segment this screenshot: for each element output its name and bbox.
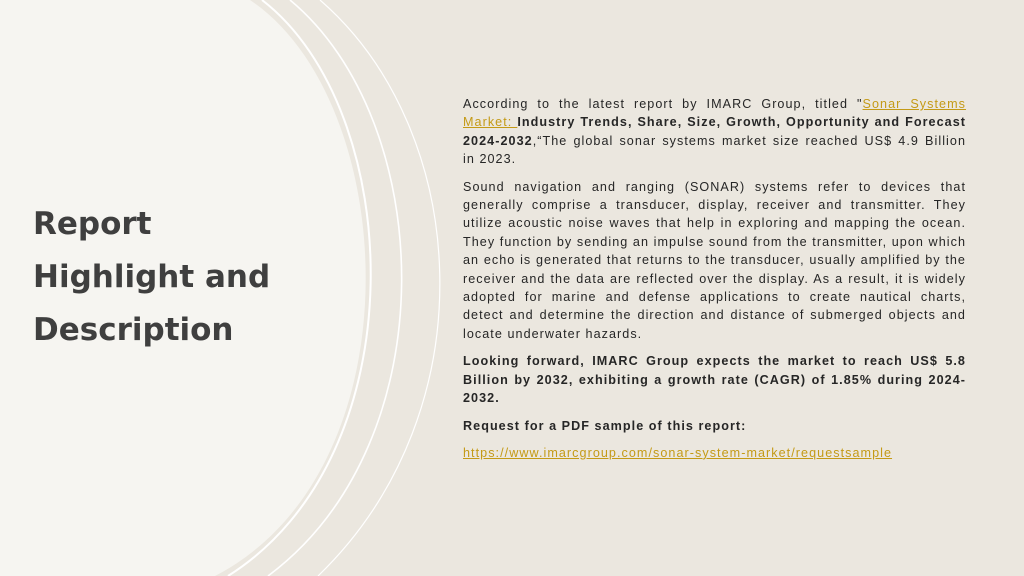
description-paragraph: Sound navigation and ranging (SONAR) systems refer to devices that generally comprise a transducer, display, receiver and transmitter. They utilize acoustic noise waves that help in exploring and mapping the ocean. They function by sending an impulse sound from the transmitter, upon which an echo is generated that returns to the transducer, usually amplified by the receiver and the data are reflected over the display. As a result, it is widely adopted for marine and defense applications to create nautical charts, detect and determine the direction and distance of submerged objects and locate underwater hazards.	[463, 179, 966, 341]
slide-title	[33, 198, 333, 357]
report-description	[463, 95, 966, 471]
request-sample-link[interactable]: https://www.imarcgroup.com/sonar-system-market/requestsample	[463, 445, 893, 460]
title-line-2: Highlight and	[33, 259, 271, 295]
intro-suffix: ,“The global sonar systems market size reached US$ 4.9 Billion in 2023.	[463, 133, 966, 167]
forecast-paragraph: Looking forward, IMARC Group expects the market to reach US$ 5.8 Billion by 2032, exhibiting a growth rate (CAGR) of 1.85% during 2024-2032.	[463, 354, 966, 406]
intro-prefix: According to the latest report by IMARC Group, titled "	[463, 97, 863, 111]
report-title-bold: Industry Trends, Share, Size, Growth, Opportunity and Forecast 2024-2032	[463, 115, 966, 148]
title-line-3: Description	[33, 312, 234, 348]
intro-paragraph	[463, 95, 966, 169]
request-link-paragraph	[463, 444, 966, 462]
request-label: Request for a PDF sample of this report:	[463, 418, 747, 433]
report-title-link[interactable]: Sonar Systems Market:	[463, 97, 966, 130]
title-line-1: Report	[33, 206, 152, 242]
